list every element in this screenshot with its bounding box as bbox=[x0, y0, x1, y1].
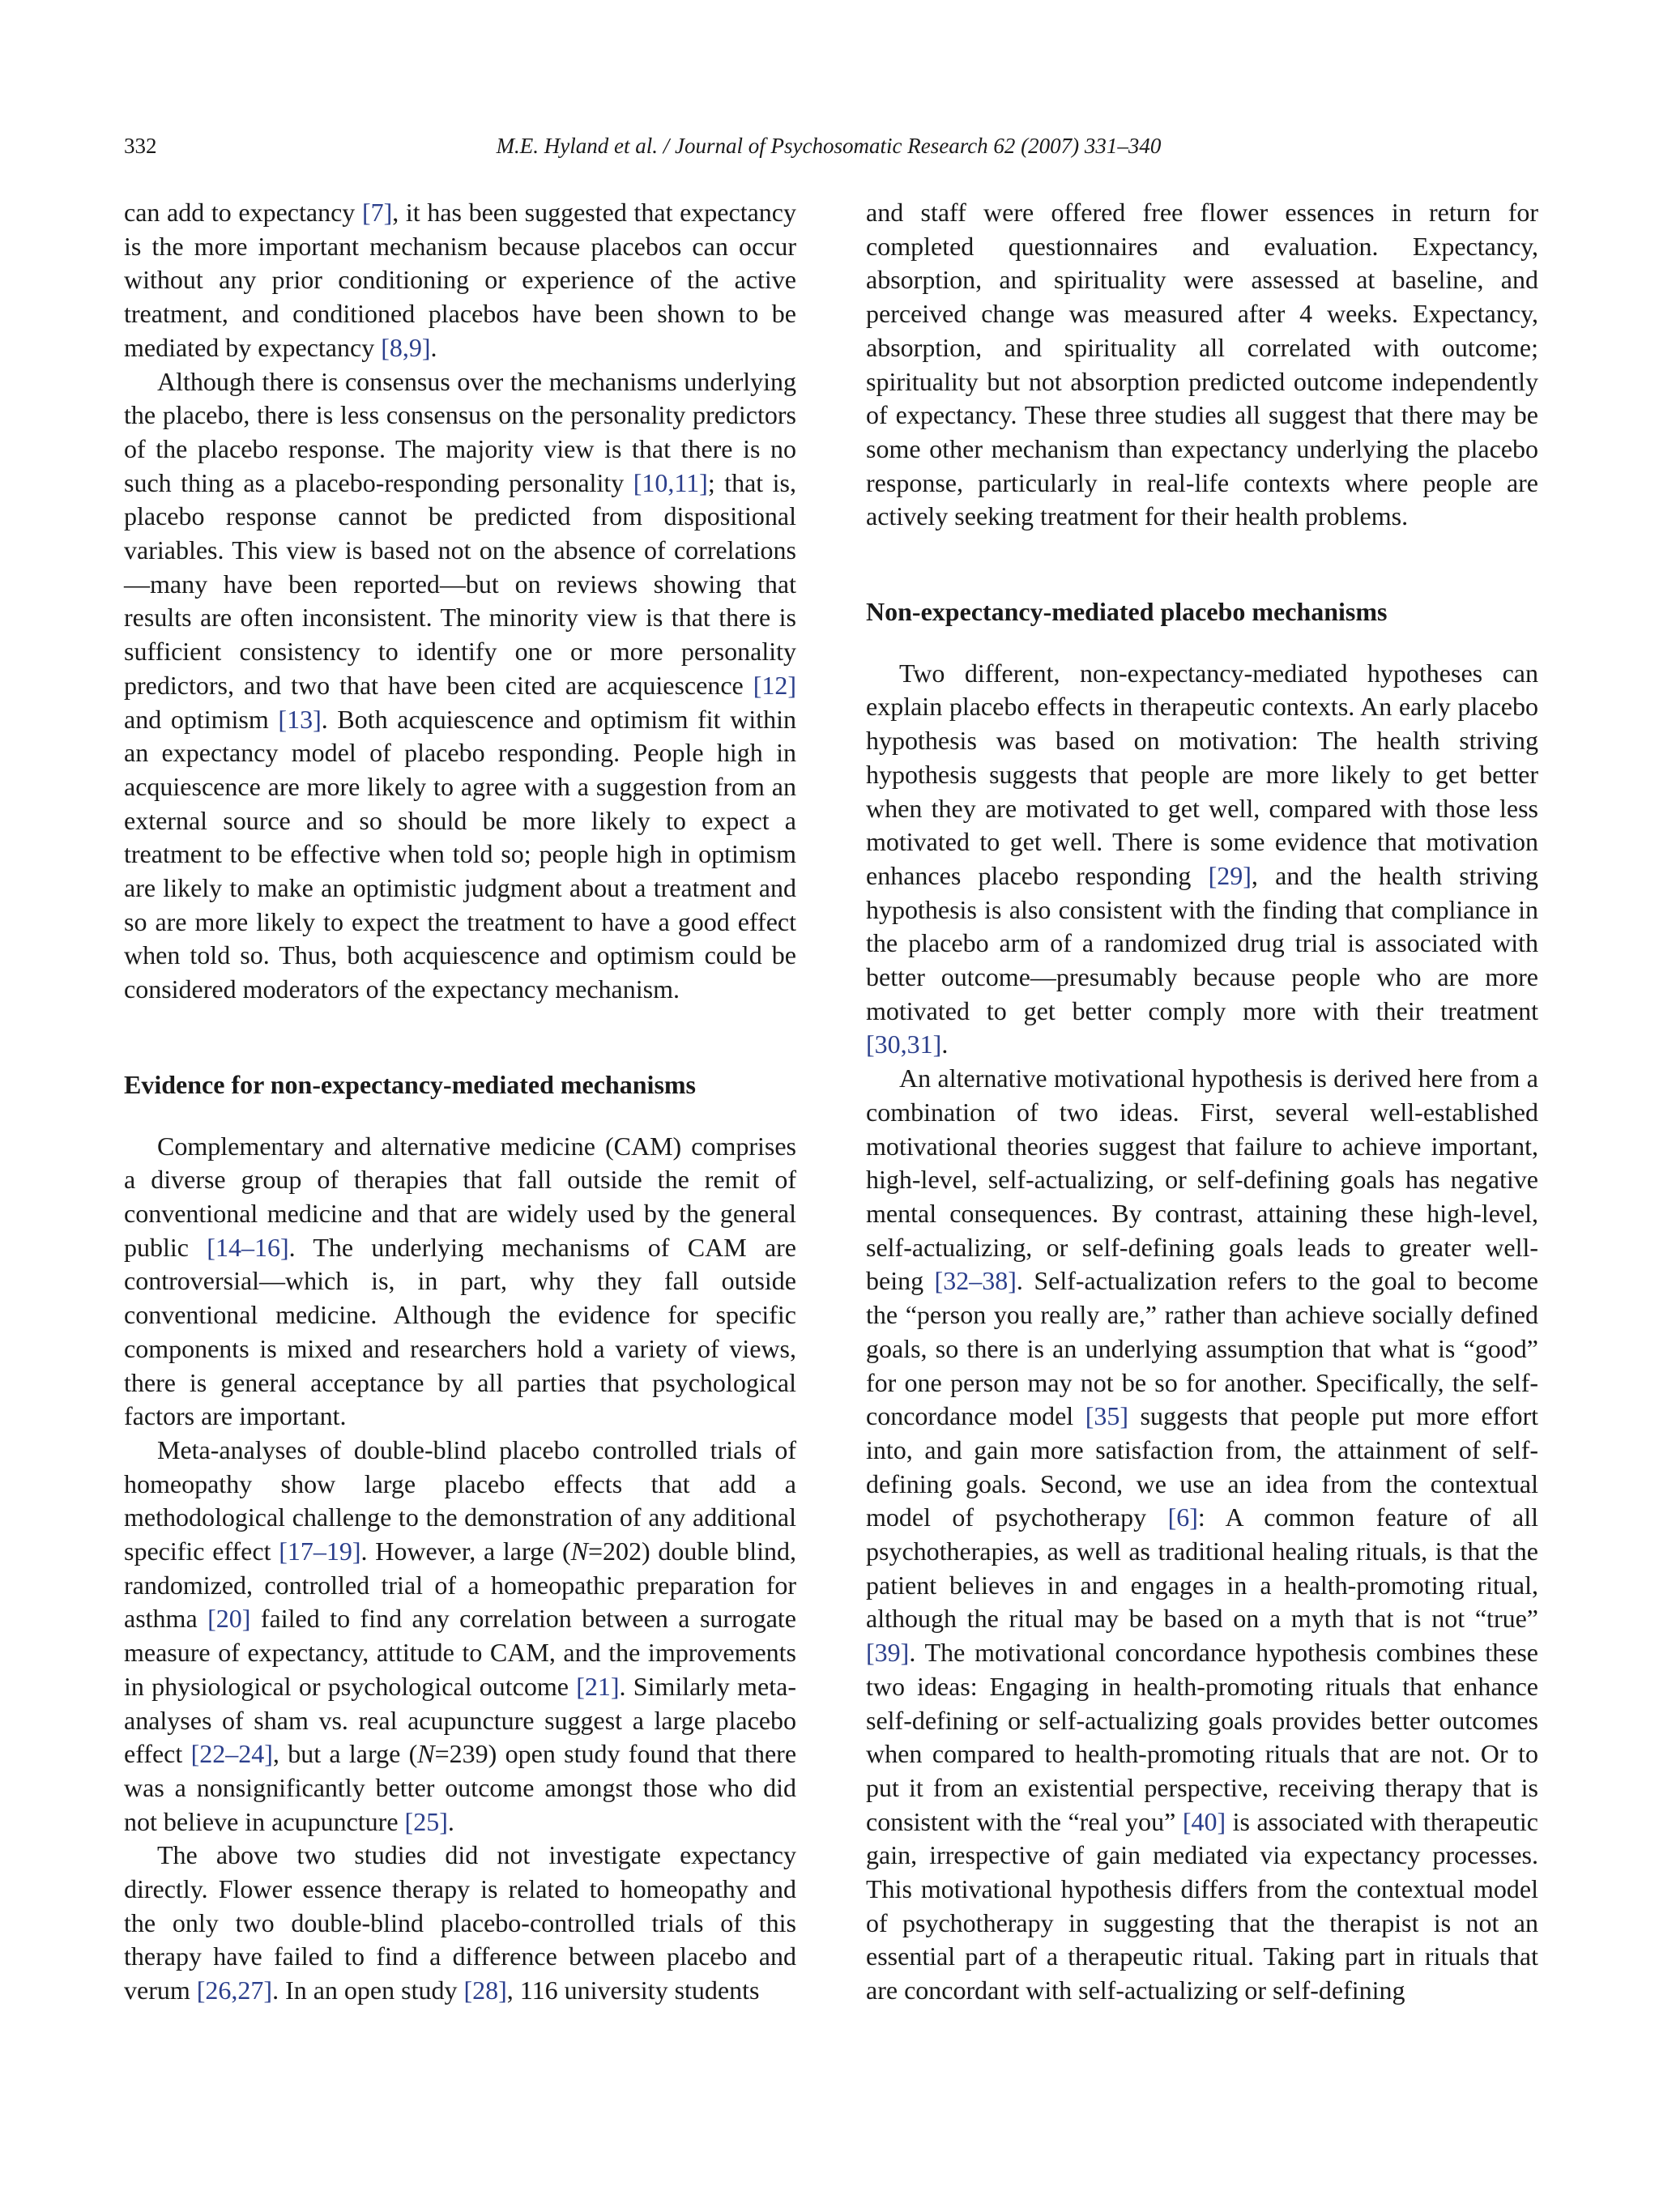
citation-link[interactable]: [21] bbox=[576, 1671, 620, 1701]
text-run: . bbox=[447, 1806, 454, 1836]
paragraph bbox=[124, 365, 796, 1007]
text-run: Although there is consensus over the mechanisms underlying the placebo, there is less consensus on the personality predictors of the placebo response. The majority view is that there is no such thing as a placebo-responding personality bbox=[124, 366, 796, 497]
text-run: suggests that people put more effort into, and gain more satisfaction from, the attainment of self-defining goals. Second, we use an idea from the contextual model of psychotherapy bbox=[866, 1401, 1539, 1532]
paragraph bbox=[124, 1130, 796, 1434]
paragraph bbox=[124, 1434, 796, 1839]
citation-link[interactable]: [14–16] bbox=[207, 1232, 289, 1262]
citation-link[interactable]: [22–24] bbox=[190, 1739, 273, 1769]
text-run: and staff were offered free flower essences in return for completed questionnaires and evaluation. Expectancy, absorption, and spirituality were assessed at baseline, and perceived change was measured after 4 weeks. Expectancy, absorption, and spirituality all correlated with outcome; spirituality but not absorption predicted outcome independently of expectancy. These three studies all suggest that there may be some other mechanism than expectancy underlying the placebo response, particularly in real-life contexts where people are actively seeking treatment for their health problems. bbox=[866, 198, 1538, 531]
page-header bbox=[124, 134, 1533, 166]
section-heading: Evidence for non-expectancy-mediated mechanisms bbox=[124, 1069, 696, 1099]
text-run: , 116 university students bbox=[506, 1975, 760, 2005]
text-run: . bbox=[941, 1029, 949, 1059]
citation-link[interactable]: [12] bbox=[753, 670, 796, 700]
italic-text: N bbox=[570, 1536, 588, 1566]
citation-link[interactable]: [8,9] bbox=[381, 332, 431, 362]
text-run: Complementary and alternative medicine (CAM) comprises a diverse group of therapies that fall outside the remit of conventional medicine and that are widely used by the general public bbox=[124, 1131, 796, 1262]
citation-link[interactable]: [30,31] bbox=[866, 1029, 942, 1059]
paragraph bbox=[124, 196, 796, 365]
citation-link[interactable]: [6] bbox=[1167, 1502, 1198, 1532]
left-column bbox=[124, 196, 796, 2008]
text-run: . Similarly meta-analyses of sham vs. real acupuncture suggest a large placebo effect bbox=[124, 1671, 797, 1769]
text-run: . Self-actualization refers to the goal to become the “person you really are,” rather than achieve socially defined goals, so there is an underlying assumption that what is “good” for one person may not be so for another. Specifically, the self-concordance model bbox=[866, 1266, 1538, 1431]
citation-link[interactable]: [35] bbox=[1085, 1401, 1129, 1431]
running-head: M.E. Hyland et al. / Journal of Psychosomatic Research 62 (2007) 331–340 bbox=[496, 134, 1162, 158]
page-number: 332 bbox=[124, 134, 157, 158]
citation-link[interactable]: [29] bbox=[1208, 860, 1252, 890]
text-run: : A common feature of all psychotherapies, as well as traditional healing rituals, is that the patient believes in and engages in a health-promoting ritual, although the ritual may be based on a myth that is not “true” bbox=[866, 1502, 1539, 1634]
text-run: , and the health striving hypothesis is also consistent with the finding that compliance in the placebo arm of a randomized drug trial is associated with better outcome—presumably because people who are more motivated to get better comply more with their treatment bbox=[866, 860, 1539, 1025]
text-run: Meta-analyses of double-blind placebo controlled trials of homeopathy show large placebo effects that add a methodological challenge to the demonstration of any additional specific effect bbox=[124, 1434, 796, 1566]
citation-link[interactable]: [26,27] bbox=[196, 1975, 273, 2005]
text-run: , but a large ( bbox=[272, 1739, 418, 1769]
text-run: The above two studies did not investigate expectancy directly. Flower essence therapy is related to homeopathy and the only two double-blind placebo-controlled trials of this therapy have failed to find a difference between placebo and verum bbox=[124, 1840, 796, 2005]
citation-link[interactable]: [40] bbox=[1182, 1806, 1226, 1836]
citation-link[interactable]: [39] bbox=[866, 1638, 910, 1668]
text-run: can add to expectancy bbox=[124, 198, 362, 227]
section-heading: Non-expectancy-mediated placebo mechanisms bbox=[866, 597, 1388, 627]
citation-link[interactable]: [10,11] bbox=[633, 467, 708, 497]
citation-link[interactable]: [25] bbox=[404, 1806, 448, 1836]
paragraph bbox=[866, 1062, 1538, 2008]
text-run: . However, a large ( bbox=[360, 1536, 571, 1566]
text-run: , it has been suggested that expectancy is the more important mechanism because placebos can occur without any prior conditioning or experience of the active treatment, and conditioned placebos have been shown to be mediated by expectancy bbox=[124, 198, 797, 362]
text-run: is associated with therapeutic gain, irrespective of gain mediated via expectancy processes. This motivational hypothesis differs from the contextual model of psychotherapy in suggesting that the therapist is not an essential part of a therapeutic ritual. Taking part in rituals that are concordant with self-actualizing or self-defining bbox=[866, 1806, 1539, 2005]
text-run: An alternative motivational hypothesis is derived here from a combination of two ideas. First, several well-established motivational theories suggest that failure to achieve important, high-level, self-actualizing, or self-defining goals has negative mental consequences. By contrast, attaining these high-level, self-actualizing, or self-defining goals leads to greater well-being bbox=[866, 1063, 1538, 1296]
right-column bbox=[866, 196, 1538, 2008]
text-run: . The underlying mechanisms of CAM are controversial—which is, in part, why they fall outside conventional medicine. Although the evidence for specific components is mixed and researchers hold a variety of views, there is general acceptance by all parties that psychological factors are important. bbox=[124, 1232, 796, 1431]
citation-link[interactable]: [13] bbox=[278, 704, 322, 734]
citation-link[interactable]: [7] bbox=[361, 198, 393, 227]
text-run: . bbox=[430, 332, 437, 362]
text-run: Two different, non-expectancy-mediated hypotheses can explain placebo effects in therapeutic contexts. An early placebo hypothesis was based on motivation: The health striving hypothesis suggests that people are more likely to get better when they are motivated to get well, compared with those less motivated to get well. There is some evidence that motivation enhances placebo responding bbox=[866, 658, 1538, 890]
text-run: failed to find any correlation between a surrogate measure of expectancy, attitude to CAM, and the improvements in physiological or psychological outcome bbox=[124, 1604, 797, 1701]
text-run: . Both acquiescence and optimism fit within an expectancy model of placebo responding. People high in acquiescence are more likely to agree with a suggestion from an external source and so should be more likely to expect a treatment to be effective when told so; people high in optimism are likely to make an optimistic judgment about a treatment and so are more likely to expect the treatment to have a good effect when told so. Thus, both acquiescence and optimism could be considered moderators of the expectancy mechanism. bbox=[124, 704, 796, 1004]
text-run: ; that is, placebo response cannot be predicted from dispositional variables. This view is based not on the absence of correlations—many have been reported—but on reviews showing that results are often inconsistent. The minority view is that there is sufficient consistency to identify one or more personality predictors, and two that have been cited are acquiescence bbox=[124, 467, 796, 700]
text-run: =202) double blind, randomized, controlled trial of a homeopathic preparation for asthma bbox=[124, 1536, 797, 1634]
citation-link[interactable]: [20] bbox=[207, 1604, 251, 1634]
text-run: . In an open study bbox=[272, 1975, 464, 2005]
paragraph bbox=[124, 1839, 796, 2008]
citation-link[interactable]: [32–38] bbox=[934, 1266, 1017, 1296]
paragraph bbox=[866, 657, 1538, 1062]
citation-link[interactable]: [17–19] bbox=[279, 1536, 361, 1566]
text-run: =239) open study found that there was a nonsignificantly better outcome amongst those who did not believe in acupuncture bbox=[124, 1739, 797, 1836]
citation-link[interactable]: [28] bbox=[463, 1975, 507, 2005]
text-run: and optimism bbox=[124, 704, 279, 734]
italic-text: N bbox=[417, 1739, 435, 1769]
text-run: . The motivational concordance hypothesis combines these two ideas: Engaging in health-promoting rituals that enhance self-defining or self-actualizing goals provides better outcomes when compared to health-promoting rituals that are not. Or to put it from an existential perspective, receiving therapy that is consistent with the “real you” bbox=[866, 1638, 1538, 1836]
paragraph bbox=[866, 196, 1538, 534]
